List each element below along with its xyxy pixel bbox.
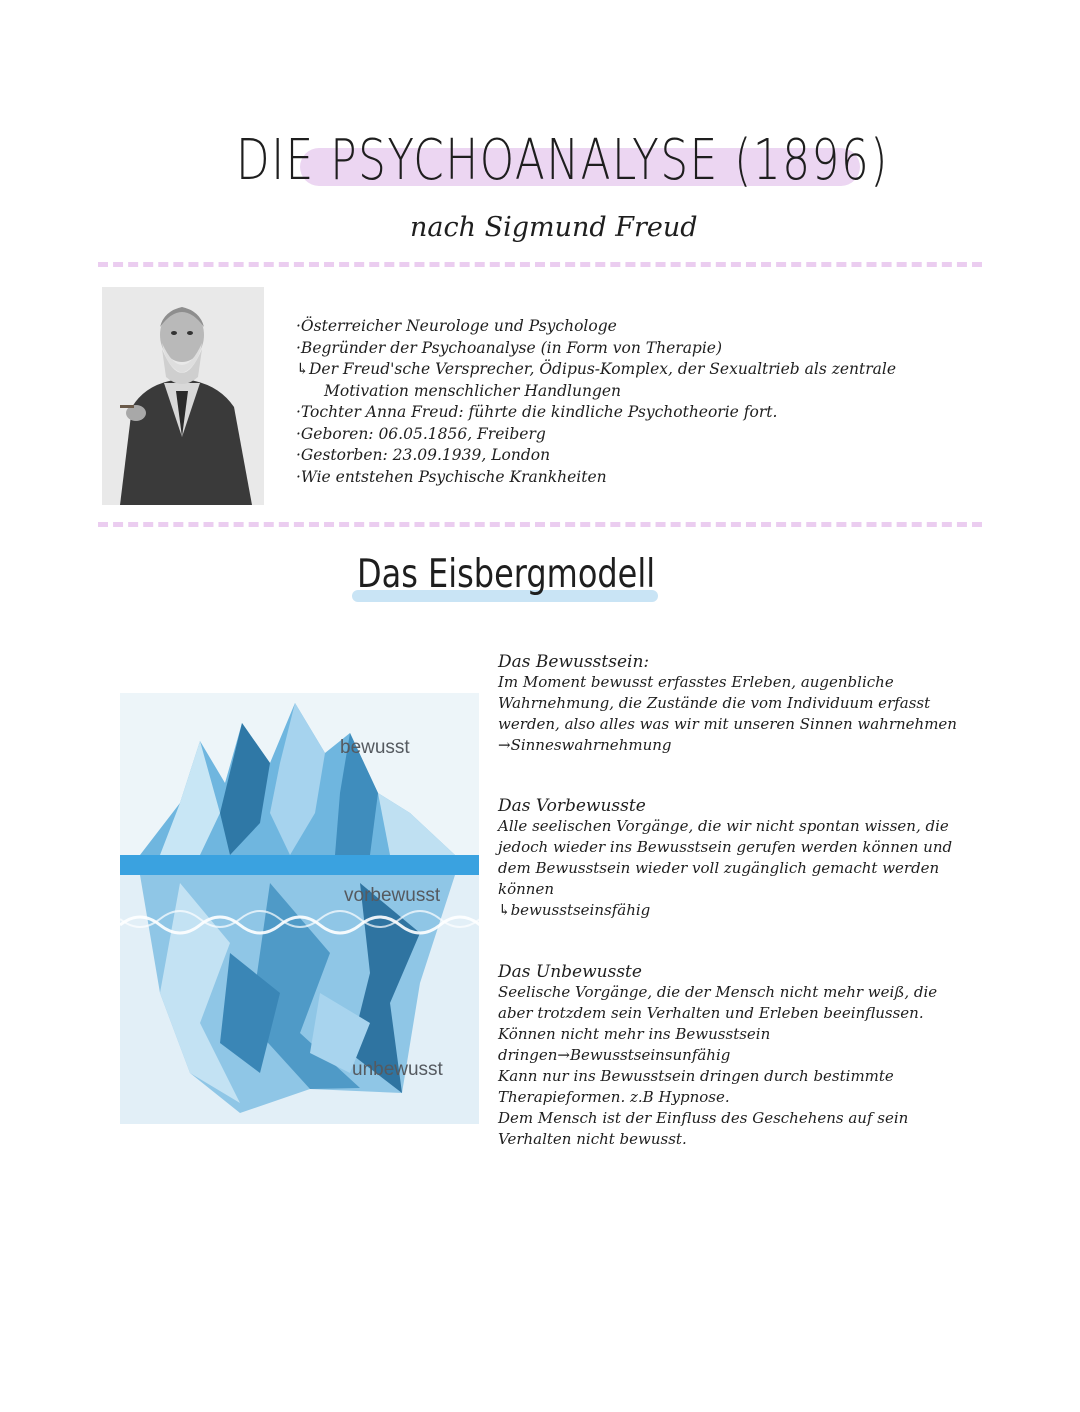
fact-item: ·Begründer der Psychoanalyse (in Form von Therapie) [296, 338, 723, 357]
section-unbewusste [498, 962, 968, 1150]
section-body: Alle seelischen Vorgänge, die wir nicht spontan wissen, die jedoch wieder ins Bewusstsein gerufen werden können und dem Bewusstsein wieder voll zugänglich gemacht werden können [498, 817, 953, 898]
freud-portrait [102, 287, 264, 505]
portrait-illustration [102, 287, 264, 505]
section-heading: Das Bewusstsein: [498, 652, 650, 672]
page-title: DIE PSYCHOANALYSE (1896) [236, 128, 889, 193]
page-subtitle: nach Sigmund Freud [410, 212, 698, 243]
iceberg-label-unbewusst: unbewusst [352, 1059, 443, 1080]
section-note: ↳bewusstseinsfähig [498, 901, 651, 919]
fact-item: ↳Der Freud'sche Versprecher, Ödipus-Komplex, der Sexualtrieb als zentrale [296, 360, 897, 378]
iceberg-label-bewusst: bewusst [340, 737, 410, 758]
section-body-3: Dem Mensch ist der Einfluss des Geschehens auf sein Verhalten nicht bewusst. [498, 1109, 909, 1148]
freud-facts-list [296, 316, 896, 488]
iceberg-label-vorbewusst: vorbewusst [344, 885, 441, 906]
section-body: Im Moment bewusst erfasstes Erleben, augenbliche Wahrnehmung, die Zustände die vom Individuum erfasst werden, also alles was wir mit unseren Sinnen wahrnehmen →Sinneswahrnehmung [498, 673, 957, 754]
fact-item: Motivation menschlicher Handlungen [324, 381, 622, 400]
section-body: Seelische Vorgänge, die der Mensch nicht mehr weiß, die aber trotzdem sein Verhalten und Erleben beeinflussen. Können nicht mehr ins Bewusstsein dringen→Bewusstseinsunfähig [498, 983, 938, 1064]
iceberg-diagram [120, 693, 479, 1124]
fact-item: ·Tochter Anna Freud: führte die kindliche Psychotheorie fort. [296, 403, 778, 421]
section-body-2: Kann nur ins Bewusstsein dringen durch bestimmte Therapieformen. z.B Hypnose. [498, 1067, 894, 1106]
section-heading: Das Vorbewusste [498, 796, 646, 816]
section-bewusstsein [498, 652, 968, 756]
fact-item: ·Wie entstehen Psychische Krankheiten [296, 467, 607, 486]
divider-top [98, 262, 982, 267]
divider-middle [98, 522, 982, 527]
fact-item: ·Geboren: 06.05.1856, Freiberg [296, 424, 546, 443]
eisberg-title: Das Eisbergmodell [357, 552, 656, 597]
section-vorbewusste [498, 796, 968, 921]
fact-item: ·Gestorben: 23.09.1939, London [296, 446, 551, 464]
fact-item: ·Österreicher Neurologe und Psychologe [296, 317, 617, 335]
section-heading: Das Unbewusste [498, 962, 642, 982]
